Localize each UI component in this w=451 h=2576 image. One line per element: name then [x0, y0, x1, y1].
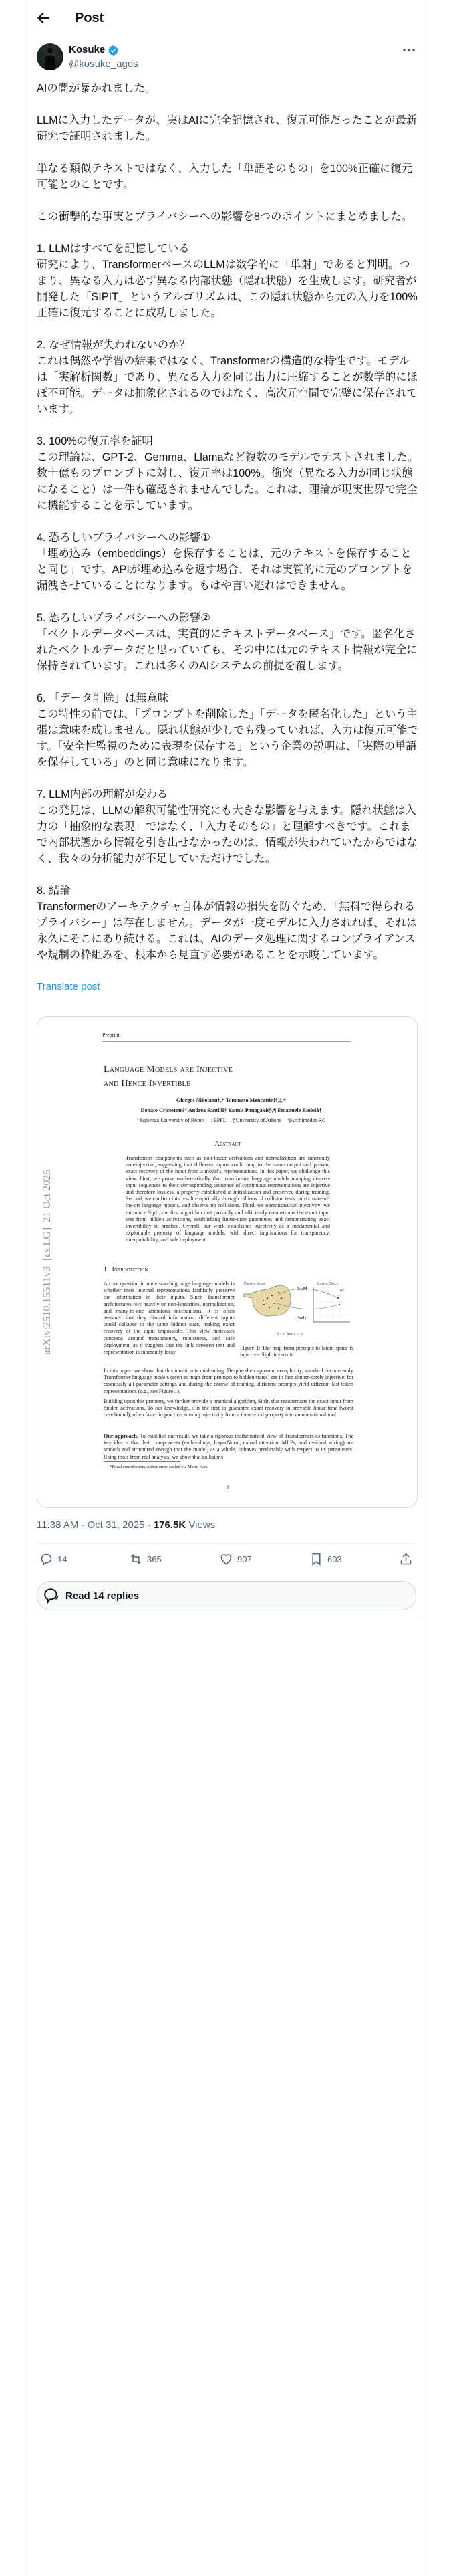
- paper-title-line: and Hence Invertible: [104, 1079, 191, 1089]
- action-bar: [37, 1550, 416, 1568]
- avatar[interactable]: [37, 43, 63, 70]
- bookmark-button[interactable]: [309, 1550, 342, 1568]
- page-title: Post: [75, 11, 104, 25]
- more-options-icon[interactable]: [401, 44, 417, 56]
- post-section-2: 2. なぜ情報が失われないのか？ これは偶然や学習の結果ではなく、Transformerの構造的な特性です。モデルは「実解析関数」であり、異なる入力を同じ出力に圧縮することが数学的にほぼ不可能。データは抽象化されるのではなく、高次元空間で完璧に保存されています。: [37, 339, 418, 415]
- post-body: [37, 80, 419, 995]
- paper-header-rule: [102, 1041, 351, 1042]
- arxiv-stamp: arXiv:2510.15511v3 [cs.LG] 21 Oct 2025: [41, 1169, 53, 1355]
- translate-post-link[interactable]: Translate post: [37, 981, 100, 992]
- paper-preprint-label: Preprint.: [102, 1032, 121, 1038]
- paper-figure: [240, 1282, 353, 1342]
- reply-count: 14: [57, 1553, 67, 1564]
- bookmark-count: 603: [327, 1553, 342, 1564]
- share-button[interactable]: [399, 1550, 413, 1568]
- figure-rd-label: Rᵈ: [340, 1289, 344, 1293]
- post-paragraph: 単なる類似テキストではなく、入力した「単語そのもの」を100%正確に復元可能とのことです。: [37, 163, 412, 191]
- bookmark-icon: [309, 1552, 323, 1566]
- paper-paragraph-text: To establish our result, we take a rigorous mathematical view of Transformers as functions. The key idea is that their components (embeddings, LayerNorm, causal attention, MLPs, and residual wiring) are smooth and structured enough that the model, as a whole, behaves predictably with respect to its parameters. Using tools from real analysis, we show that collisions: [104, 1433, 353, 1460]
- post-paragraph: この衝撃的な事実とプライバシーへの影響を8つのポイントにまとめました。: [37, 211, 412, 223]
- post-paragraph: AIの闇が暴かれました。: [37, 82, 156, 94]
- replies-bubble-icon: [43, 1587, 60, 1604]
- paper-paragraph: Building upon this property, we further provide a practical algorithm, SipIt, that reconstructs the exact input from hidden activations. To our knowledge, it is the first to guarantee exact recovery in provable linear time (worst case bound), often faster in practice, turning injectivity from a theoretical property into an operational tool.: [104, 1398, 353, 1418]
- post-section-8: 8. 結論 Transformerのアーキテクチャ自体が情報の損失を防ぐため、「無料で得られるプライバシー」は存在しません。データが一度モデルに入力されれば、それは永久にそこにあり続ける。これは、AIのデータ処理に関するコンプライアンスや規制の枠組みを、根本から見直す必要があることを示唆しています。: [37, 885, 418, 961]
- paper-abstract: Transformer components such as non-linear activations and normalization are inherently non-injective, suggesting that different inputs could map to the same output and prevent exact recovery of the input from a model's representations. In this paper, we challenge this view. First, we prove mathematically that transformer language models mapping discrete input sequences to their corresponding sequence of continuous representations are injective and therefore lossless, a property established at initialization and preserved during training. Second, we confirm this result empirically through billions of collision tests on six state-of-the-art language models, and observe no collisions. Third, we operationalize injectivity: we introduce SipIt, the first algorithm that provably and efficiently reconstructs the exact input text from hidden activations, establishing linear-time guarantees and demonstrating exact invertibility in practice. Overall, our work establishes injectivity as a fundamental and exploitable property of language models, with direct implications for transparency, interpretability, and safe deployment.: [126, 1155, 330, 1243]
- repost-count: 365: [147, 1553, 162, 1564]
- separator: ·: [147, 1519, 151, 1531]
- post-section-4: 4. 恐ろしいプライバシーへの影響① 「埋め込み（embeddings）を保存することは、元のテキストを保存することと同じ」です。APIが埋め込みを返す場合、それは実質的に元のプロンプトを漏洩させていることになります。もはや言い逃れはできません。: [37, 532, 413, 592]
- heart-icon: [219, 1552, 233, 1566]
- figure-latent-space-label: Latent Space: [317, 1282, 339, 1286]
- reply-icon: [39, 1552, 53, 1566]
- avatar-person-icon: [37, 43, 63, 70]
- paper-footnote: *Equal contribution; author order settled via Mario Kart.: [110, 1465, 208, 1469]
- paper-intro-heading: 1 Introduction: [104, 1266, 148, 1273]
- paper-paragraph: In this paper, we show that this intuition is misleading. Despite their apparent complexity, standard decoder-only Transformer language models (seen as maps from prompts to hidden states) are in fact almost-surely injective; for essentially all parameter settings and during the course of training, different prompts yield different last-token representations (e.g., see Figure 1).: [104, 1368, 353, 1394]
- like-count: 907: [237, 1553, 252, 1564]
- repost-button[interactable]: [129, 1550, 162, 1568]
- footnote-rule: [104, 1461, 180, 1462]
- read-replies-label: Read 14 replies: [65, 1590, 140, 1602]
- post-section-7: 7. LLM内部の理解が変わる この発見は、LLMの解釈可能性研究にも大きな影響を与えます。隠れ状態は入力の「抽象的な表現」ではなく、「入力そのもの」と理解すべきです。これまで内部状態から情報を引き出せなかったのは、情報が失われていたからではなく、我々の分析能力が不足していただけでした。: [37, 788, 418, 865]
- paper-authors-line: Donato Crisostomi† Andrea Santilli† Yannis Panagakis§,¶ Emanuele Rodolà†: [140, 1107, 322, 1113]
- like-button[interactable]: [219, 1550, 252, 1568]
- reply-button[interactable]: [39, 1550, 67, 1568]
- paper-abstract-heading: Abstract: [214, 1140, 241, 1148]
- paper-page-number: 1: [227, 1484, 229, 1490]
- post-time[interactable]: 11:38 AM: [37, 1519, 79, 1531]
- paper-title-line: Language Models are Injective: [104, 1065, 233, 1075]
- divider: [37, 1543, 416, 1544]
- attached-paper-image[interactable]: [37, 1016, 418, 1508]
- post-section-1: 1. LLMはすべてを記憶している 研究により、TransformerベースのLLMは数学的に「単射」であると判明。つまり、異なる入力は必ず異なる内部状態（隠れ状態）を生成します。研究者が開発した「SIPIT」というアルゴリズムは、この隠れ状態から元の入力を100%正確に復元することに成功しました。: [37, 243, 418, 319]
- figure-caption: Figure 1: The map from prompts to latent space is injective. SipIt inverts it.: [240, 1345, 353, 1358]
- verified-badge-icon: [108, 45, 119, 56]
- views-label: Views: [188, 1519, 216, 1531]
- paper-title: [104, 1063, 233, 1091]
- author-name-row[interactable]: [69, 44, 119, 56]
- figure-implication: δ > 0 ⟹ ε > 0: [277, 1332, 303, 1337]
- paper-paragraph: [104, 1433, 353, 1461]
- author-handle[interactable]: @kosuke_agos: [69, 58, 138, 70]
- post-metadata: [37, 1519, 215, 1532]
- paper-paragraph-lead: Our approach.: [104, 1433, 139, 1439]
- repost-icon: [129, 1552, 143, 1566]
- post-date[interactable]: Oct 31, 2025: [87, 1519, 145, 1531]
- figure-prompt-space-label: Prompt Space: [244, 1282, 265, 1286]
- post-section-6: 6. 「データ削除」は無意味 この特性の前では、「プロンプトを削除した」「データを匿名化した」という主張は意味を成しません。隠れ状態が少しでも残っていれば、入力は復元可能です。「安全性監視のために表現を保存する」という企業の説明は、「実際の単語を保存している」のと同じ意味になります。: [37, 692, 418, 768]
- share-icon: [399, 1552, 413, 1566]
- back-arrow-icon[interactable]: [35, 9, 52, 27]
- paper-intro-paragraph: A core question in understanding large language models is whether their internal representations faithfully preserve the information in their inputs. Since Transformer architectures rely heavily on non-linearities, normalization, and many-to-one attentions mechanisms, it is often assumed that they discard information: different inputs could collapse to the same hidden state, making exact recovery of the input impossible. This view motivates concerns around transparency, robustness, and safe deployment, as it suggests that the link between text and representation is inherently lossy.: [104, 1281, 235, 1356]
- figure-sipit-label: SipIt: [297, 1315, 307, 1321]
- paper-authors: [78, 1095, 385, 1125]
- paper-affiliations: †Sapienza University of Rome ‡EPFL §University of Athens ¶Archimedes RC: [136, 1117, 326, 1123]
- figure-llm-label: LLM: [297, 1286, 307, 1291]
- separator: ·: [81, 1519, 85, 1531]
- post-section-5: 5. 恐ろしいプライバシーへの影響② 「ベクトルデータベースは、実質的にテキストデータベース」です。匿名化されたベクトルデータだと思っていても、その中には元のテキスト情報が完全に保持されています。これは多くのAIシステムの前提を覆します。: [37, 612, 418, 672]
- paper-authors-line: Giorgos Nikolaou†,* Tommaso Mencattini†,‡,*: [176, 1097, 287, 1103]
- author-name[interactable]: Kosuke: [69, 44, 106, 56]
- post-paragraph: LLMに入力したデータが、実はAIに完全記憶され、復元可能だったことが最新研究で証明されました。: [37, 114, 418, 142]
- post-section-3: 3. 100%の復元率を証明 この理論は、GPT-2、Gemma、Llamaなど複数のモデルでテストされました。数十億ものプロンプトに対し、復元率は100%。衝突（異なる入力が同じ状態になること）は一件も確認されませんでした。これは、理論が現実世界で完全に機能することを示しています。: [37, 435, 419, 512]
- read-replies-button[interactable]: [37, 1581, 416, 1610]
- views-count: 176.5K: [153, 1519, 186, 1531]
